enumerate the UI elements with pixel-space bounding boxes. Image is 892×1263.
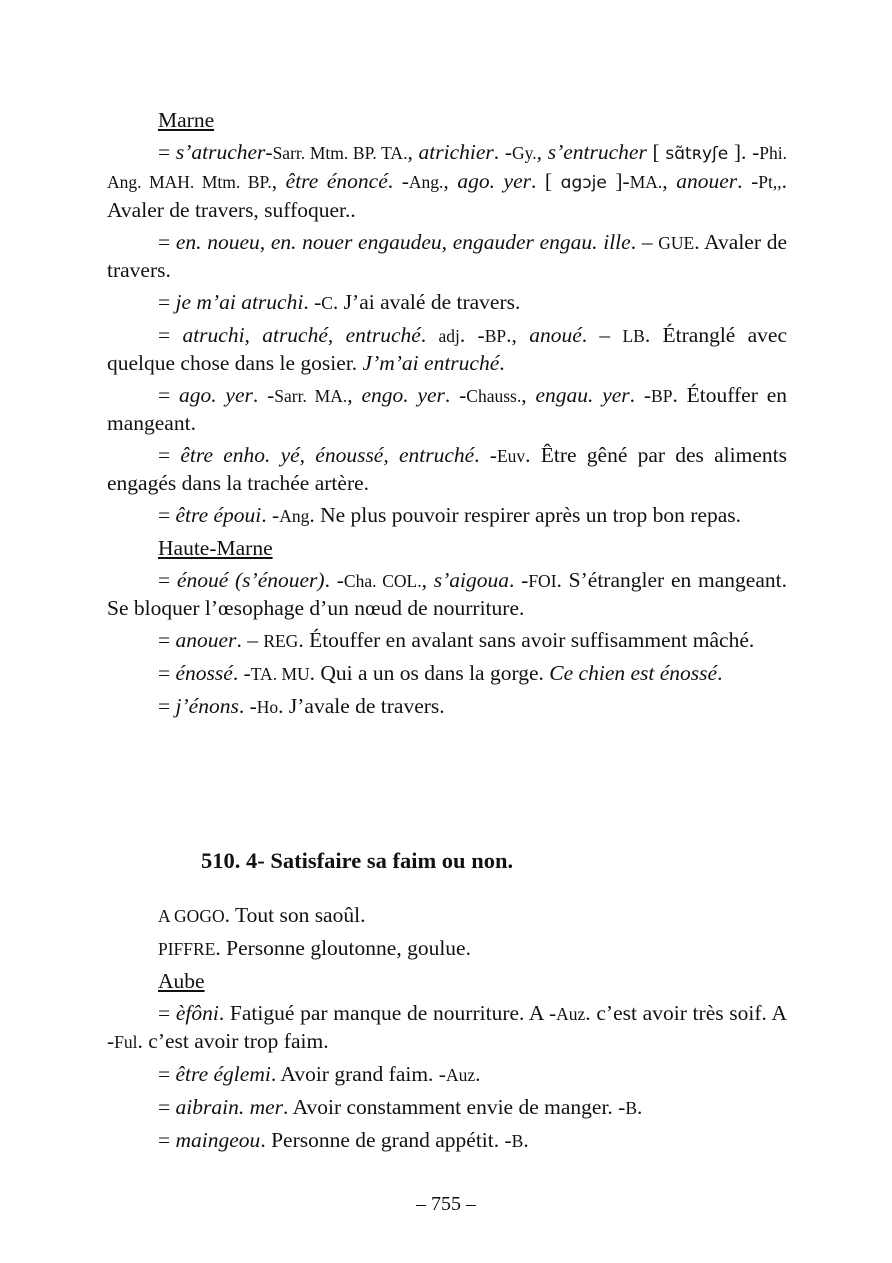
dictionary-entry bbox=[107, 1061, 787, 1089]
entry-text: . J’avale de travers. bbox=[278, 694, 445, 718]
locality-abbreviation: Ang. bbox=[408, 172, 444, 192]
entry-text: . [ bbox=[530, 169, 561, 193]
entry-text: [ bbox=[646, 140, 666, 164]
dialect-form: s’aigoua bbox=[433, 568, 510, 592]
locality-abbreviation: PIFFRE bbox=[158, 939, 216, 959]
region-heading-aube: Aube bbox=[158, 969, 205, 993]
dialect-form: être enho. yé, énoussé, entruché bbox=[180, 443, 475, 467]
entry-text: . - bbox=[232, 661, 251, 685]
locality-abbreviation: Gy. bbox=[512, 143, 537, 163]
locality-abbreviation: Sarr. Mtm. BP. TA. bbox=[272, 143, 408, 163]
entry-text: . – bbox=[581, 323, 623, 347]
dictionary-entry bbox=[107, 322, 787, 377]
entry-text: . - bbox=[629, 383, 652, 407]
locality-abbreviation: Euv bbox=[496, 446, 526, 466]
region-heading-marne: Marne bbox=[158, 108, 215, 132]
entry-list-general bbox=[107, 902, 787, 963]
dialect-form: s’atrucher bbox=[175, 140, 266, 164]
locality-abbreviation: FOI bbox=[528, 571, 557, 591]
dictionary-entry bbox=[107, 1000, 787, 1056]
dialect-form: j’énons bbox=[175, 694, 239, 718]
dialect-form: ago. yer bbox=[457, 169, 531, 193]
locality-abbreviation: Pt,, bbox=[758, 172, 782, 192]
entry-text: . bbox=[523, 1128, 529, 1152]
dictionary-entry bbox=[107, 1094, 787, 1122]
dialect-form: anoué bbox=[529, 323, 582, 347]
dictionary-entry bbox=[107, 902, 787, 930]
entry-list-haute-marne bbox=[107, 567, 787, 721]
entry-text: ]. - bbox=[728, 140, 760, 164]
entry-text: . – bbox=[236, 628, 264, 652]
entry-text: , bbox=[521, 383, 536, 407]
dictionary-entry bbox=[107, 935, 787, 963]
dialect-form: engau. yer bbox=[535, 383, 630, 407]
entry-text: . bbox=[499, 351, 505, 375]
locality-abbreviation: BP bbox=[651, 386, 673, 406]
entry-text: – bbox=[636, 230, 659, 254]
entry-text: . Avoir grand faim. - bbox=[270, 1062, 446, 1086]
entry-text: = bbox=[158, 1062, 176, 1086]
dialect-form: énossé bbox=[175, 661, 233, 685]
dialect-form: anouer bbox=[676, 169, 738, 193]
entry-text: , bbox=[662, 169, 677, 193]
entry-text: . Avoir constamment envie de manger. - bbox=[283, 1095, 626, 1119]
entry-text: . - bbox=[252, 383, 275, 407]
entry-text: . - bbox=[459, 323, 485, 347]
entry-text: = bbox=[158, 1128, 176, 1152]
dialect-form: atruchi, atruché, entruché bbox=[182, 323, 421, 347]
dictionary-entry bbox=[107, 229, 787, 284]
entry-text: . - bbox=[303, 290, 322, 314]
locality-abbreviation: MA. bbox=[629, 172, 663, 192]
dialect-form: être époui bbox=[175, 503, 262, 527]
entry-text: , bbox=[271, 169, 286, 193]
entry-text: , bbox=[443, 169, 458, 193]
locality-abbreviation: LB bbox=[622, 326, 645, 346]
entry-text: = bbox=[158, 1095, 176, 1119]
dialect-form: être énoncé bbox=[285, 169, 388, 193]
entry-text: , bbox=[347, 383, 362, 407]
entry-text: . S’étrangler en mangeant. Se bloquer l’œsophage d’un nœud de nourriture. bbox=[107, 568, 787, 620]
dictionary-entry bbox=[107, 660, 787, 688]
dictionary-entry bbox=[107, 693, 787, 721]
entry-text: . Étranglé avec quelque chose dans le gosier. bbox=[107, 323, 788, 375]
locality-abbreviation: TA. MU bbox=[250, 664, 310, 684]
entry-text: . bbox=[475, 1062, 481, 1086]
entry-text: . bbox=[420, 323, 439, 347]
entry-text: . Personne de grand appétit. - bbox=[260, 1128, 512, 1152]
entry-text: = bbox=[158, 628, 176, 652]
section-title: 510. 4- Satisfaire sa faim ou non. bbox=[201, 848, 514, 873]
locality-abbreviation: BP bbox=[484, 326, 507, 346]
entry-text: . Avaler de travers, suffoquer.. bbox=[107, 169, 787, 222]
entry-text: . - bbox=[238, 694, 257, 718]
section-choking bbox=[107, 107, 787, 726]
locality-abbreviation: C bbox=[321, 293, 333, 313]
entry-text: . - bbox=[387, 169, 409, 193]
entry-text: = bbox=[158, 1001, 176, 1025]
entry-text: = bbox=[158, 323, 183, 347]
entry-text: . - bbox=[493, 140, 512, 164]
entry-text: = bbox=[158, 661, 176, 685]
entry-text: . Fatigué par manque de nourriture. A - bbox=[218, 1001, 557, 1025]
dialect-form: ago. yer bbox=[178, 383, 253, 407]
locality-abbreviation: adj bbox=[438, 326, 460, 346]
entry-text: . - bbox=[509, 568, 529, 592]
entry-text: = bbox=[158, 503, 176, 527]
dictionary-entry bbox=[107, 627, 787, 655]
locality-abbreviation: Ho bbox=[256, 697, 279, 717]
entry-text: = bbox=[158, 568, 177, 592]
locality-abbreviation: GUE bbox=[658, 233, 695, 253]
entry-text: . Tout son saoûl. bbox=[224, 903, 366, 927]
entry-text: . - bbox=[444, 383, 467, 407]
entry-text: = bbox=[158, 694, 176, 718]
entry-list-aube bbox=[107, 1000, 787, 1155]
dialect-form: èfôni bbox=[175, 1001, 219, 1025]
locality-abbreviation: Ang bbox=[279, 506, 310, 526]
entry-text: . - bbox=[324, 568, 344, 592]
entry-text: . Personne gloutonne, goulue. bbox=[215, 936, 471, 960]
page-number: – 755 – bbox=[416, 1193, 476, 1215]
locality-abbreviation: Sarr. MA. bbox=[274, 386, 348, 406]
entry-text: . Étouffer en mangeant. bbox=[107, 383, 788, 435]
entry-text: . bbox=[717, 661, 723, 685]
entry-text: ., bbox=[506, 323, 517, 347]
dialect-form: énoué (s’énouer) bbox=[176, 568, 325, 592]
dialect-form: en. noueu, en. nouer engaudeu, engauder engau. ille bbox=[175, 230, 631, 254]
entry-text: . - bbox=[261, 503, 280, 527]
locality-abbreviation: Auz bbox=[556, 1004, 586, 1024]
locality-abbreviation: B bbox=[625, 1098, 638, 1118]
dictionary-entry bbox=[107, 502, 787, 530]
entry-text: . bbox=[630, 230, 637, 254]
entry-text: = bbox=[158, 443, 181, 467]
entry-text: . Ne plus pouvoir respirer après un trop bon repas. bbox=[309, 503, 742, 527]
dictionary-entry bbox=[107, 139, 787, 224]
locality-abbreviation: B bbox=[511, 1131, 524, 1151]
dialect-form: maingeou bbox=[175, 1128, 261, 1152]
locality-abbreviation: A GOGO bbox=[158, 906, 225, 926]
entry-text: = bbox=[158, 230, 176, 254]
entry-text bbox=[517, 323, 529, 347]
locality-abbreviation: Chauss. bbox=[466, 386, 522, 406]
entry-text: . Avaler de travers. bbox=[107, 230, 787, 282]
entry-text: ]- bbox=[606, 169, 630, 193]
entry-text: . J’ai avalé de travers. bbox=[332, 290, 521, 314]
phonetic-transcription: ɑgɔje bbox=[560, 173, 607, 193]
dialect-form: aibrain. mer bbox=[175, 1095, 284, 1119]
dialect-form: engo. yer bbox=[361, 383, 445, 407]
entry-text: - bbox=[265, 140, 273, 164]
locality-abbreviation: REG bbox=[263, 631, 299, 651]
entry-text: = bbox=[158, 290, 176, 314]
dictionary-entry bbox=[107, 1127, 787, 1155]
entry-text: . - bbox=[737, 169, 759, 193]
entry-text: . c’est avoir très soif. A - bbox=[107, 1001, 787, 1053]
dictionary-entry bbox=[107, 382, 787, 437]
locality-abbreviation: Auz bbox=[445, 1065, 476, 1085]
entry-text: = bbox=[158, 383, 179, 407]
dictionary-entry bbox=[107, 567, 787, 622]
locality-abbreviation: Cha. COL. bbox=[343, 571, 422, 591]
dialect-form: anouer bbox=[175, 628, 237, 652]
entry-text: . Qui a un os dans la gorge. bbox=[309, 661, 550, 685]
entry-text: , bbox=[407, 140, 419, 164]
dialect-form: être églemi bbox=[175, 1062, 271, 1086]
dictionary-entry bbox=[107, 289, 787, 317]
entry-text: , bbox=[421, 568, 434, 592]
phonetic-transcription: sɑ̃tʀyʃe bbox=[665, 144, 729, 164]
entry-text: . bbox=[637, 1095, 643, 1119]
dialect-form: atrichier bbox=[418, 140, 494, 164]
dialect-form: J’m’ai entruché bbox=[362, 351, 500, 375]
region-heading-haute-marne: Haute-Marne bbox=[158, 536, 273, 560]
entry-text: . Être gêné par des aliments engagés dans la trachée artère. bbox=[107, 443, 787, 495]
entry-text: . c’est avoir trop faim. bbox=[137, 1029, 329, 1053]
dialect-form: Ce chien est énossé bbox=[549, 661, 718, 685]
section-hunger bbox=[107, 902, 787, 1160]
entry-text: . Étouffer en avalant sans avoir suffisamment mâché. bbox=[298, 628, 755, 652]
dialect-form: , s’entrucher bbox=[536, 140, 647, 164]
entry-text: = bbox=[158, 140, 176, 164]
locality-abbreviation: Ful bbox=[114, 1032, 138, 1052]
locality-abbreviation: Phi. Ang. MAH. Mtm. BP. bbox=[107, 143, 787, 192]
dialect-form: je m’ai atruchi bbox=[175, 290, 304, 314]
entry-text: . - bbox=[474, 443, 497, 467]
entry-list-marne bbox=[107, 139, 787, 530]
dictionary-entry bbox=[107, 442, 787, 497]
